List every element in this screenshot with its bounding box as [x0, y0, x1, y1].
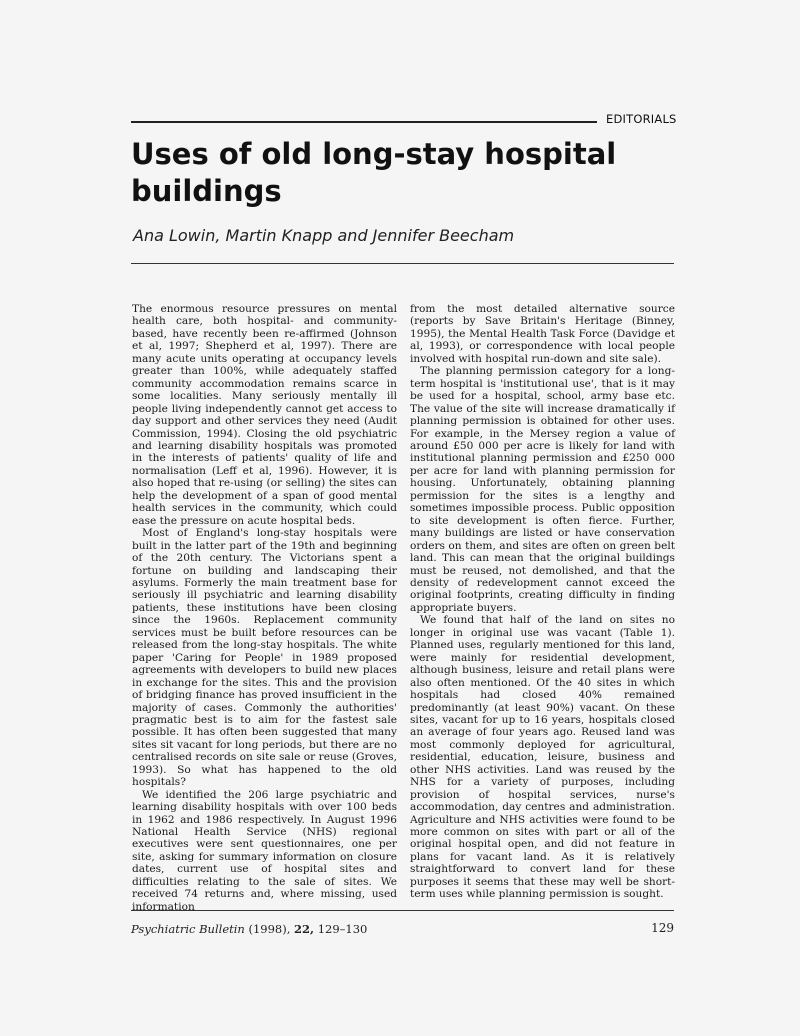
body-column-left: [132, 303, 397, 913]
journal-name: Psychiatric Bulletin: [131, 922, 245, 936]
page-number: 129: [651, 921, 674, 935]
section-label: EDITORIALS: [606, 112, 677, 126]
paragraph: The planning permission category for a long-term hospital is 'institutional use', that is it may be used for a hospital, school, army base etc. The value of the site will increase dramatically if planning permission is obtained for other uses. For example, in the Mersey region a value of around £50 000 per acre is likely for land with institutional planning permission and £250 000 per acre for land with planning permission for housing. Unfortunately, obtaining planning permission for the sites is a lengthy and sometimes impossible process. Public opposition to site development is often fierce. Further, many buildings are listed or have conservation orders on them, and sites are often on green belt land. This can mean that the original buildings must be reused, not demolished, and that the density of redevelopment cannot exceed the original footprints, creating difficulty in finding appropriate buyers.: [410, 365, 675, 614]
paragraph: We identified the 206 large psychiatric and learning disability hospitals with over 100 beds in 1962 and 1986 respectively. In August 1996 National Health Service (NHS) regional executives were sent questionnaires, one per site, asking for summary information on closure dates, current use of hospital sites and difficulties relating to the sale of sites. We received 74 returns and, where missing, used information: [132, 788, 397, 913]
footer-divider: [131, 910, 674, 911]
paragraph: Most of England's long-stay hospitals were built in the latter part of the 19th and beginning of the 20th century. The Victorians spent a fortune on building and landscaping their asylums. Formerly the main treatment base for seriously ill psychiatric and learning disability patients, these institutions have been closing since the 1960s. Replacement community services must be built before resources can be released from the long-stay hospitals. The white paper 'Caring for People' in 1989 proposed agreements with developers to build new places in exchange for the sites. This and the provision of bridging finance has proved insufficient in the majority of cases. Commonly the authorities' pragmatic best is to aim for the fastest sale possible. It has often been suggested that many sites sit vacant for long periods, but there are no centralised records on site sale or reuse (Groves, 1993). So what has happened to the old hospitals?: [132, 527, 397, 789]
journal-pages: 129–130: [317, 922, 368, 936]
section-rule: [131, 121, 597, 123]
article-title: Uses of old long-stay hospital buildings: [131, 137, 617, 208]
paragraph: from the most detailed alternative source (reports by Save Britain's Heritage (Binney, 1995), the Mental Health Task Force (Davidge et al, 1993), or correspondence with local people involved with hospital run-down and site sale).: [410, 303, 675, 365]
body-column-right: [410, 303, 675, 901]
paragraph: We found that half of the land on sites no longer in original use was vacant (Table 1). Planned uses, regularly mentioned for this land, were mainly for residential development, although business, leisure and retail plans were also often mentioned. Of the 40 sites in which hospitals had closed 40% remained predominantly (at least 90%) vacant. On these sites, vacant for up to 16 years, hospitals closed an average of four years ago. Reused land was most commonly deployed for agricultural, residential, education, leisure, business and other NHS activities. Land was reused by the NHS for a variety of purposes, including provision of hospital services, nurse's accommodation, day centres and administration. Agriculture and NHS activities were found to be more common on sites with part or all of the original hospital open, and did not feature in plans for vacant land. As it is relatively straightforward to convert land for these purposes it seems that these may well be short-term uses while planning permission is sought.: [410, 614, 675, 901]
journal-volume: 22,: [294, 922, 315, 936]
header-divider: [131, 263, 674, 264]
journal-citation: [131, 922, 367, 936]
journal-year: (1998),: [248, 922, 291, 936]
article-authors: Ana Lowin, Martin Knapp and Jennifer Beecham: [133, 226, 515, 245]
paragraph: The enormous resource pressures on mental health care, both hospital- and community-based, have recently been re-affirmed (Johnson et al, 1997; Shepherd et al, 1997). There are many acute units operating at occupancy levels greater than 100%, while adequately staffed community accommodation remains scarce in some localities. Many seriously mentally ill people living independently cannot get access to day support and other services they need (Audit Commission, 1994). Closing the old psychiatric and learning disability hospitals was promoted in the interests of patients' quality of life and normalisation (Leff et al, 1996). However, it is also hoped that re-using (or selling) the sites can help the development of a span of good mental health services in the community, which could ease the pressure on acute hospital beds.: [132, 303, 397, 527]
